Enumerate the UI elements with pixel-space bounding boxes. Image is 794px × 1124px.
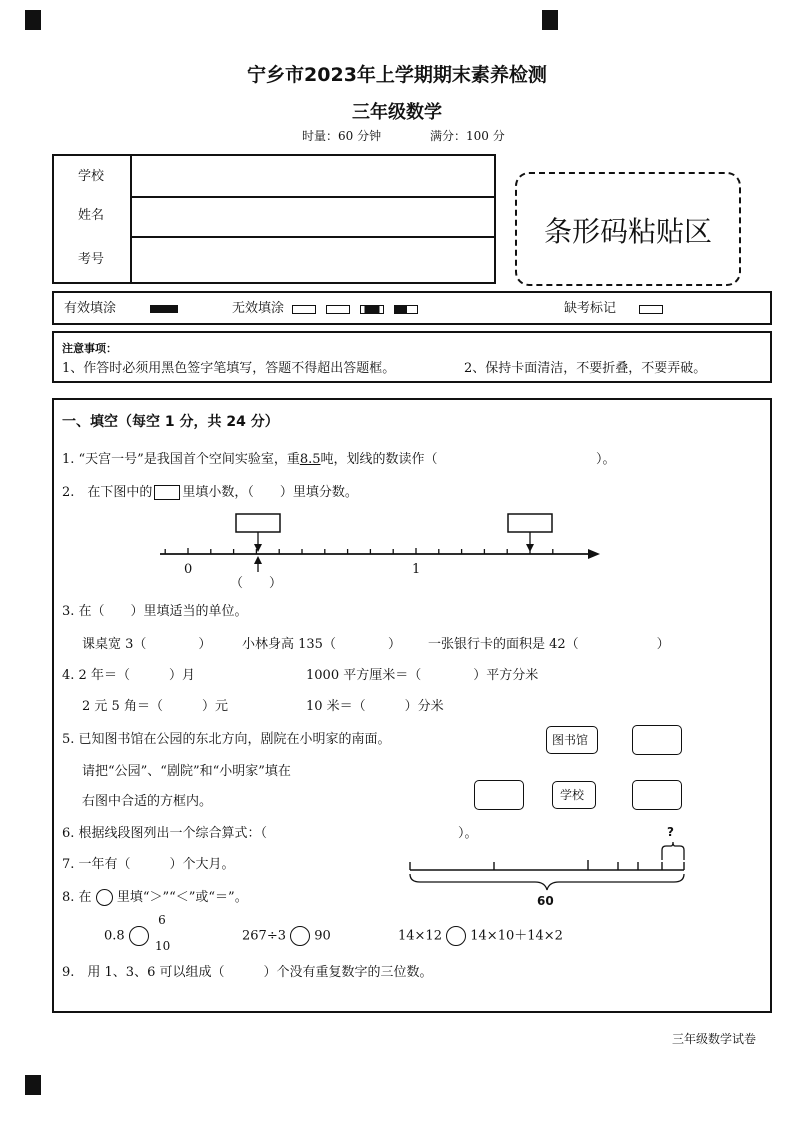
name-label: 姓名 [78,208,105,223]
question-3-c: 一张银行卡的面积是 42（ ） [428,637,670,652]
question-7: 7. 一年有（ ）个大月。 [62,857,235,872]
map-answer-box-west[interactable] [474,780,524,810]
student-info-table [52,154,496,284]
number-line-label-0: 0 [184,562,193,577]
valid-fill-label: 有效填涂 [64,301,117,316]
total-brace [410,874,684,890]
underlined-number: 8.5 [299,452,321,467]
invalid-fill-label: 无效填涂 [232,301,285,316]
registration-mark-top-left [25,10,41,30]
name-field[interactable] [134,199,492,234]
notes-title: 注意事项： [62,342,117,355]
notes-item-1: 1、作答时必须用黑色签字笔填写，答题不得超出答题框。 [62,361,396,376]
question-1-end: ）。 [596,452,616,467]
school-label: 学校 [78,169,105,184]
invalid-fill-sample-partial [394,305,418,314]
question-4-b: 1000 平方厘米＝（ ）平方分米 [306,668,539,683]
absent-mark-label: 缺考标记 [564,301,617,316]
question-4-a: 4. 2 年＝（ ）月 [62,668,195,683]
segment-question-mark: ? [667,825,674,839]
question-5-line-1: 5. 已知图书馆在公园的东北方向，剧院在小明家的南面。 [62,732,391,747]
question-8: 8. 在 里填“＞”“＜”或“＝”。 [62,890,248,905]
compare-c: 14×12 14×10＋14×2 [398,926,563,947]
registration-mark-bottom-left [25,1075,41,1095]
exam-number-field[interactable] [134,240,492,280]
map-answer-box-northeast[interactable] [632,725,682,755]
school-box: 学校 [552,781,596,809]
exam-subject: 三年级数学 [352,102,442,123]
fill-legend-bar [52,291,772,325]
question-4-d: 10 米＝（ ）分米 [306,699,444,714]
compare-a-fraction: 6 10 [155,913,171,953]
number-line-decimal-answer-2[interactable] [508,514,552,532]
school-field[interactable] [134,158,492,194]
exam-title: 宁乡市2023年上学期期末素养检测 [247,64,547,86]
question-3: 3. 在（ ）里填适当的单位。 [62,604,248,619]
invalid-fill-sample-slash [326,305,350,314]
number-line-paren: （ ） [230,576,283,591]
barcode-label: 条形码粘贴区 [543,215,712,248]
segment-total: 60 [537,894,554,908]
question-9: 9. 用 1、3、6 可以组成（ ）个没有重复数字的三位数。 [62,965,433,980]
question-1: 1. “天宫一号”是我国首个空间实验室，重8.5吨，划线的数读作（ [62,452,438,467]
question-3-a: 课桌宽 3（ ） [82,637,212,652]
time-label: 时量：60 分钟 [302,129,382,143]
compare-c-circle[interactable] [446,926,466,946]
section-1-heading: 一、填空（每空 1 分，共 24 分） [62,414,279,430]
question-6: 6. 根据线段图列出一个综合算式：（ [62,826,268,841]
registration-mark-top-center [542,10,558,30]
notes-box [52,331,772,383]
number-line-ticks [165,548,553,554]
invalid-fill-sample-half [360,305,384,314]
number-line-decimal-answer-1[interactable] [236,514,280,532]
question-5-line-3: 右图中合适的方框内。 [82,794,213,809]
barcode-area [515,172,741,286]
compare-b-circle[interactable] [290,926,310,946]
question-brace [662,842,684,860]
invalid-fill-sample-check [292,305,316,314]
square-box-symbol [154,485,180,500]
compare-b: 267÷3 90 [242,926,331,947]
notes-item-2: 2、保持卡面清洁，不要折叠，不要弄破。 [464,361,707,376]
exam-number-label: 考号 [78,252,105,267]
compare-a-circle[interactable] [129,926,149,946]
question-2: 2. 在下图中的 里填小数，（ ）里填分数。 [62,485,358,500]
map-answer-box-east[interactable] [632,780,682,810]
question-1-answer[interactable] [496,450,594,470]
score-label: 满分：100 分 [430,129,505,143]
compare-a: 0.8 [104,926,149,947]
question-3-b: 小林身高 135（ ） [242,637,401,652]
question-5-line-2: 请把“公园”、“剧院”和“小明家”填在 [82,764,291,779]
footer-label: 三年级数学试卷 [672,1032,757,1046]
question-6-end: ）。 [458,826,478,841]
number-line-label-1: 1 [412,562,421,577]
circle-symbol [96,889,113,906]
valid-fill-sample [150,305,178,313]
library-box: 图书馆 [546,726,598,754]
absent-mark-box[interactable] [639,305,663,314]
question-4-c: 2 元 5 角＝（ ）元 [82,699,228,714]
